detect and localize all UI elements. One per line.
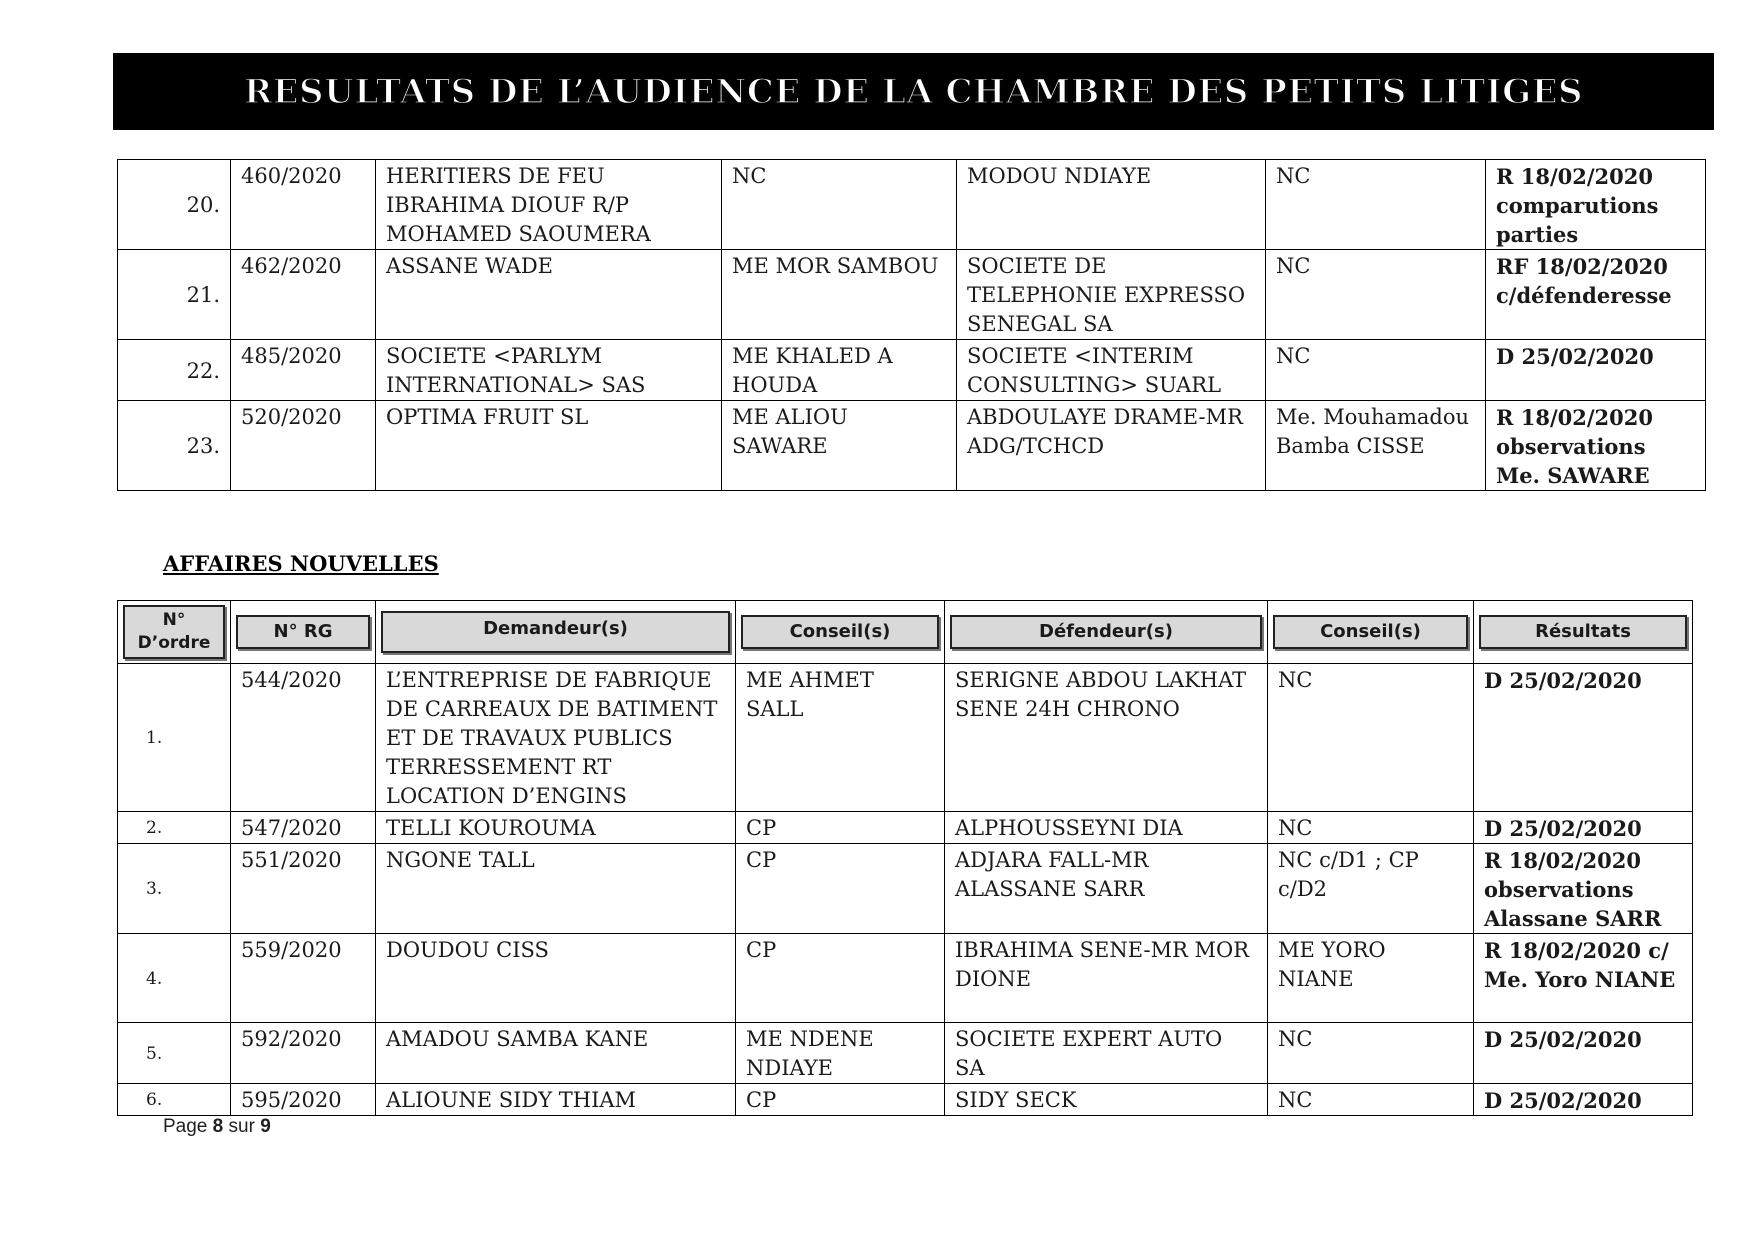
order-number: 5. xyxy=(118,1023,231,1084)
plaintiff-counsel: CP xyxy=(736,812,945,844)
defendant-counsel: ME YORO NIANE xyxy=(1268,934,1474,1023)
defendant-counsel: NC xyxy=(1268,812,1474,844)
plaintiff: TELLI KOUROUMA xyxy=(376,812,736,844)
footer-page-prefix: Page xyxy=(163,1116,208,1137)
defendant-counsel: NC xyxy=(1268,1084,1474,1116)
header-plaintiff-counsel-label: Conseil(s) xyxy=(741,615,939,649)
header-result-label: Résultats xyxy=(1479,615,1687,649)
order-number: 22. xyxy=(118,340,231,401)
order-number: 3. xyxy=(118,844,231,934)
defendant: SOCIETE <INTERIM CONSULTING> SUARL xyxy=(957,340,1266,401)
defendant: ALPHOUSSEYNI DIA xyxy=(945,812,1268,844)
defendant-counsel: NC xyxy=(1266,160,1486,250)
rg-number: 485/2020 xyxy=(231,340,376,401)
defendant-counsel: NC xyxy=(1268,664,1474,812)
new-cases-table xyxy=(117,600,1693,1116)
table-row xyxy=(118,812,1693,844)
header-defendant-counsel xyxy=(1268,601,1474,664)
result: D 25/02/2020 xyxy=(1474,1023,1693,1084)
table-row xyxy=(118,844,1693,934)
plaintiff: ALIOUNE SIDY THIAM xyxy=(376,1084,736,1116)
rg-number: 559/2020 xyxy=(231,934,376,1023)
table-row xyxy=(118,664,1693,812)
result: D 25/02/2020 xyxy=(1486,340,1706,401)
continued-cases-table xyxy=(117,159,1706,491)
rg-number: 551/2020 xyxy=(231,844,376,934)
table-row xyxy=(118,160,1706,250)
header-plaintiff xyxy=(376,601,736,664)
result: RF 18/02/2020 c/défenderesse xyxy=(1486,250,1706,340)
plaintiff: NGONE TALL xyxy=(376,844,736,934)
result: D 25/02/2020 xyxy=(1474,1084,1693,1116)
result: R 18/02/2020 observations Alassane SARR xyxy=(1474,844,1693,934)
plaintiff-counsel: ME ALIOU SAWARE xyxy=(722,401,957,491)
table-row xyxy=(118,250,1706,340)
defendant: ABDOULAYE DRAME-MR ADG/TCHCD xyxy=(957,401,1266,491)
defendant: ADJARA FALL-MR ALASSANE SARR xyxy=(945,844,1268,934)
plaintiff-counsel: ME MOR SAMBOU xyxy=(722,250,957,340)
header-order xyxy=(118,601,231,664)
header-result xyxy=(1474,601,1693,664)
result: D 25/02/2020 xyxy=(1474,664,1693,812)
plaintiff: DOUDOU CISS xyxy=(376,934,736,1023)
rg-number: 520/2020 xyxy=(231,401,376,491)
defendant: SOCIETE DE TELEPHONIE EXPRESSO SENEGAL SA xyxy=(957,250,1266,340)
footer-page-number: 8 xyxy=(212,1116,224,1137)
defendant-counsel: NC xyxy=(1266,250,1486,340)
plaintiff-counsel: NC xyxy=(722,160,957,250)
footer-page-middle: sur xyxy=(228,1116,255,1137)
defendant-counsel: NC xyxy=(1268,1023,1474,1084)
table-row xyxy=(118,934,1693,1023)
defendant-counsel: NC xyxy=(1266,340,1486,401)
order-number: 21. xyxy=(118,250,231,340)
defendant: SOCIETE EXPERT AUTO SA xyxy=(945,1023,1268,1084)
header-defendant-counsel-label: Conseil(s) xyxy=(1273,615,1468,649)
table-row xyxy=(118,1084,1693,1116)
result: R 18/02/2020 c/ Me. Yoro NIANE xyxy=(1474,934,1693,1023)
header-rg-label: N° RG xyxy=(236,615,370,649)
defendant-counsel: Me. Mouhamadou Bamba CISSE xyxy=(1266,401,1486,491)
header-plaintiff-label: Demandeur(s) xyxy=(381,611,730,653)
order-number: 20. xyxy=(118,160,231,250)
rg-number: 462/2020 xyxy=(231,250,376,340)
order-number: 23. xyxy=(118,401,231,491)
plaintiff: OPTIMA FRUIT SL xyxy=(376,401,722,491)
header-defendant-label: Défendeur(s) xyxy=(950,615,1262,649)
order-number: 2. xyxy=(118,812,231,844)
table-row xyxy=(118,340,1706,401)
order-number: 6. xyxy=(118,1084,231,1116)
result: R 18/02/2020 observations Me. SAWARE xyxy=(1486,401,1706,491)
footer-page-total: 9 xyxy=(260,1116,271,1137)
plaintiff-counsel: ME NDENE NDIAYE xyxy=(736,1023,945,1084)
header-plaintiff-counsel xyxy=(736,601,945,664)
rg-number: 460/2020 xyxy=(231,160,376,250)
plaintiff: L’ENTREPRISE DE FABRIQUE DE CARREAUX DE BATIMENT ET DE TRAVAUX PUBLICS TERRESSEMENT RT LOCATION D’ENGINS xyxy=(376,664,736,812)
rg-number: 595/2020 xyxy=(231,1084,376,1116)
defendant: IBRAHIMA SENE-MR MOR DIONE xyxy=(945,934,1268,1023)
rg-number: 547/2020 xyxy=(231,812,376,844)
rg-number: 592/2020 xyxy=(231,1023,376,1084)
header-defendant xyxy=(945,601,1268,664)
section-title: AFFAIRES NOUVELLES xyxy=(163,551,439,576)
plaintiff: AMADOU SAMBA KANE xyxy=(376,1023,736,1084)
plaintiff-counsel: CP xyxy=(736,934,945,1023)
plaintiff-counsel: ME KHALED A HOUDA xyxy=(722,340,957,401)
table-row xyxy=(118,1023,1693,1084)
page-title: RESULTATS DE L’AUDIENCE DE LA CHAMBRE DES PETITS LITIGES xyxy=(243,71,1584,112)
plaintiff-counsel: CP xyxy=(736,844,945,934)
table-row xyxy=(118,401,1706,491)
defendant: SERIGNE ABDOU LAKHAT SENE 24H CHRONO xyxy=(945,664,1268,812)
page-footer xyxy=(163,1116,271,1138)
plaintiff: SOCIETE <PARLYM INTERNATIONAL> SAS xyxy=(376,340,722,401)
result: D 25/02/2020 xyxy=(1474,812,1693,844)
defendant: MODOU NDIAYE xyxy=(957,160,1266,250)
plaintiff-counsel: CP xyxy=(736,1084,945,1116)
result: R 18/02/2020 comparutions parties xyxy=(1486,160,1706,250)
order-number: 1. xyxy=(118,664,231,812)
defendant: SIDY SECK xyxy=(945,1084,1268,1116)
header-order-label: N° D’ordre xyxy=(123,605,225,659)
plaintiff-counsel: ME AHMET SALL xyxy=(736,664,945,812)
order-number: 4. xyxy=(118,934,231,1023)
plaintiff: HERITIERS DE FEU IBRAHIMA DIOUF R/P MOHAMED SAOUMERA xyxy=(376,160,722,250)
table-header-row xyxy=(118,601,1693,664)
page-banner xyxy=(113,53,1714,130)
header-rg xyxy=(231,601,376,664)
defendant-counsel: NC c/D1 ; CP c/D2 xyxy=(1268,844,1474,934)
plaintiff: ASSANE WADE xyxy=(376,250,722,340)
rg-number: 544/2020 xyxy=(231,664,376,812)
